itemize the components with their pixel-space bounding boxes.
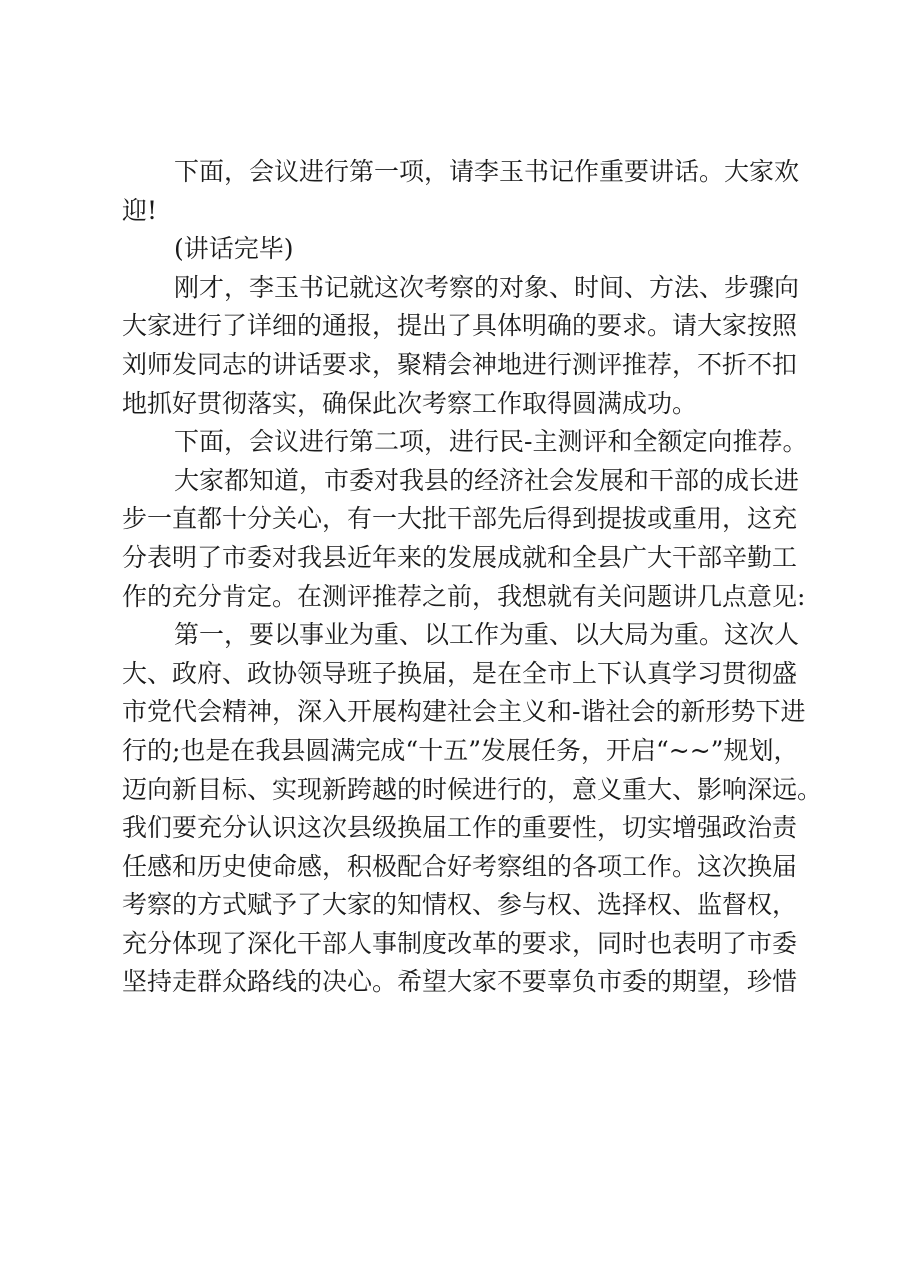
paragraph-line: 迈向新目标、实现新跨越的时候进行的，意义重大、影响深远。 xyxy=(122,774,823,804)
paragraph-line: 坚持走群众路线的决心。希望大家不要辜负市委的期望，珍惜 xyxy=(122,967,798,997)
paragraph-line: 充分体现了深化干部人事制度改革的要求，同时也表明了市委 xyxy=(122,928,798,958)
paragraph-line: (讲话完毕) xyxy=(174,234,294,264)
document-body xyxy=(122,153,822,1002)
paragraph-line: 刚才，李玉书记就这次考察的对象、时间、方法、步骤向 xyxy=(174,272,800,302)
paragraph-line: 地抓好贯彻落实，确保此次考察工作取得圆满成功。 xyxy=(122,388,698,418)
paragraph-line: 市党代会精神，深入开展构建社会主义和-谐社会的新形势下进 xyxy=(122,697,806,727)
paragraph-line: 下面，会议进行第一项，请李玉书记作重要讲话。大家欢 xyxy=(174,157,800,186)
paragraph-line: 作的充分肯定。在测评推荐之前，我想就有关问题讲几点意见: xyxy=(122,581,806,611)
paragraph-line: 第一，要以事业为重、以工作为重、以大局为重。这次人 xyxy=(174,620,800,650)
paragraph-line: 步一直都十分关心，有一大批干部先后得到提拔或重用，这充 xyxy=(122,504,798,534)
paragraph-line: 迎! xyxy=(122,195,158,225)
paragraph-line: 我们要充分认识这次县级换届工作的重要性，切实增强政治责 xyxy=(122,813,798,843)
paragraph-line: 考察的方式赋予了大家的知情权、参与权、选择权、监督权， xyxy=(122,890,798,920)
paragraph-line: 刘师发同志的讲话要求，聚精会神地进行测评推荐，不折不扣 xyxy=(122,349,798,379)
paragraph-line: 任感和历史使命感，积极配合好考察组的各项工作。这次换届 xyxy=(122,851,798,881)
paragraph-line: 行的;也是在我县圆满完成“十五”发展任务，开启“~~”规划， xyxy=(122,735,799,765)
paragraph-line: 下面，会议进行第二项，进行民-主测评和全额定向推荐。 xyxy=(174,427,808,457)
paragraph-line: 分表明了市委对我县近年来的发展成就和全县广大干部辛勤工 xyxy=(122,542,798,572)
paragraph-line: 大家进行了详细的通报，提出了具体明确的要求。请大家按照 xyxy=(122,311,798,341)
paragraph-line: 大家都知道，市委对我县的经济社会发展和干部的成长进 xyxy=(174,465,800,495)
paragraph-line: 大、政府、政协领导班子换届，是在全市上下认真学习贯彻盛 xyxy=(122,658,798,688)
